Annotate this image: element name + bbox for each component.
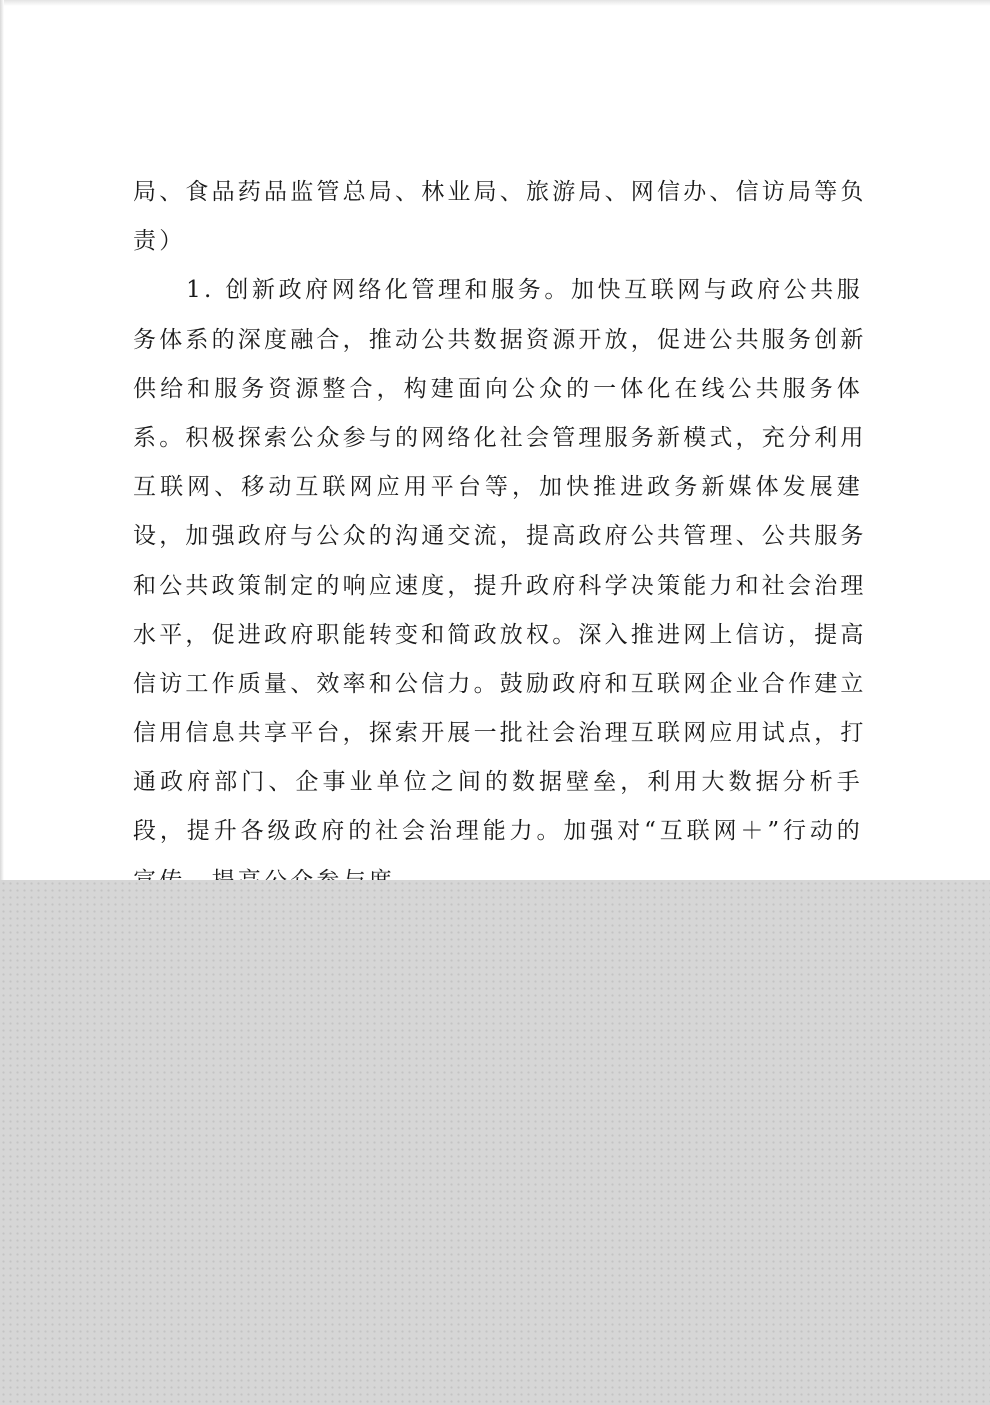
text-line: 局、食品药品监管总局、林业局、旅游局、网信办、信访局等负: [133, 179, 867, 205]
text-line: 段，提升各级政府的社会治理能力。加强对“互联网＋”行动的: [133, 818, 863, 845]
text-line: 供给和服务资源整合，构建面向公众的一体化在线公共服务体: [133, 375, 863, 402]
text-line: 和公共政策制定的响应速度，提升政府科学决策能力和社会治理: [133, 572, 867, 599]
scan-edge-top: [0, 0, 990, 6]
text-line: 信用信息共享平台，探索开展一批社会治理互联网应用试点，打: [133, 720, 867, 747]
redaction-overlay: [0, 880, 990, 1405]
text-line: 设，加强政府与公众的沟通交流，提高政府公共管理、公共服务: [133, 523, 867, 550]
text-line: 水平，促进政府职能转变和简政放权。深入推进网上信访，提高: [133, 621, 867, 648]
text-line: 责）: [133, 228, 186, 255]
text-line: 系。积极探索公众参与的网络化社会管理服务新模式，充分利用: [133, 424, 867, 451]
text-line: 信访工作质量、效率和公信力。鼓励政府和互联网企业合作建立: [133, 670, 867, 697]
text-line: 互联网、移动互联网应用平台等，加快推进政务新媒体发展建: [133, 474, 863, 501]
body-text: [133, 168, 867, 906]
text-line: 通政府部门、企事业单位之间的数据壁垒，利用大数据分析手: [133, 769, 863, 796]
scan-edge-left: [0, 0, 4, 880]
text-line: 务体系的深度融合，推动公共数据资源开放，促进公共服务创新: [133, 326, 867, 353]
section-heading-line: 1. 创新政府网络化管理和服务。加快互联网与政府公共服: [133, 277, 863, 304]
